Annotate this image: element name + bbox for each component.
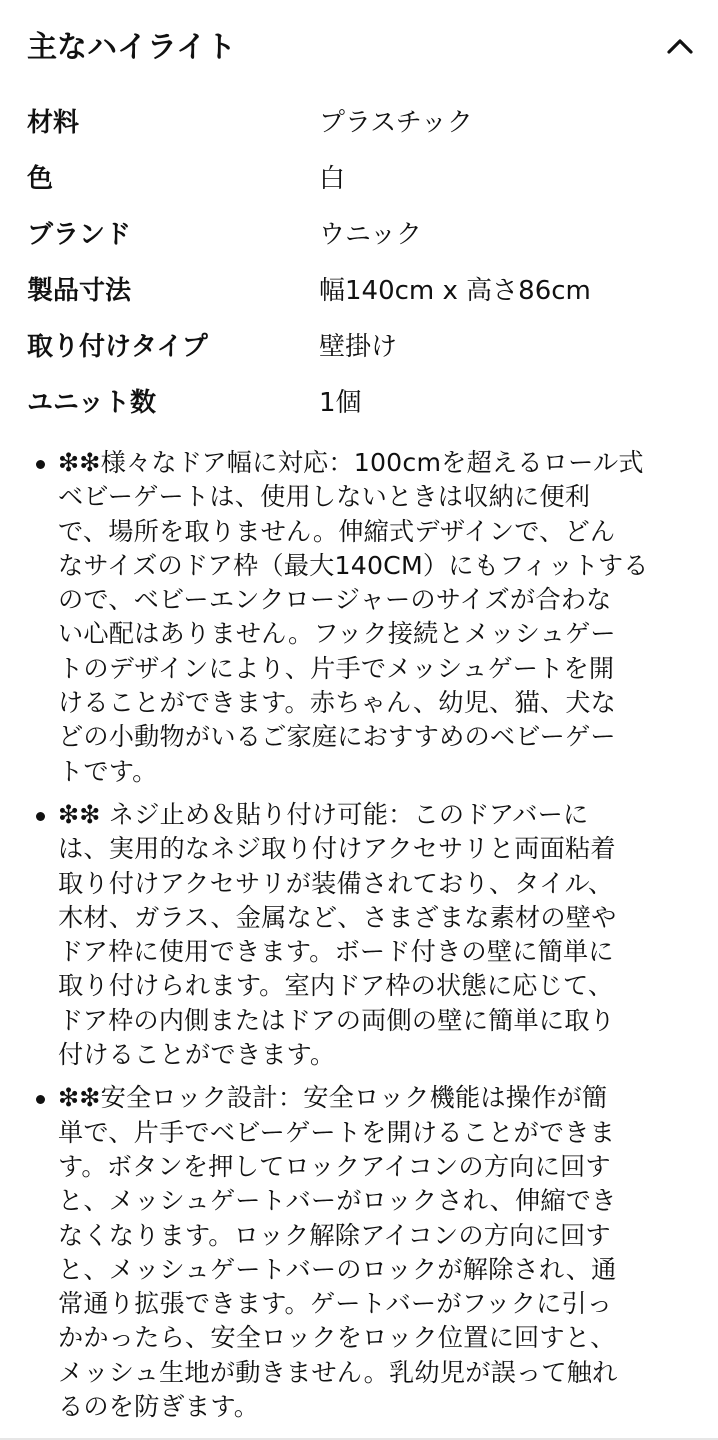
spec-value: 幅140cm x 高さ86cm	[319, 276, 591, 306]
bullet-text-line: 取り付けられます。室内ドア枠の状態に応じて、	[58, 971, 614, 1001]
bullet-text-line: かかったら、安全ロックをロック位置に回すと、	[58, 1323, 616, 1353]
bullet-text-line: 木材、ガラス、金属など、さまざまな素材の壁や	[58, 902, 617, 932]
feature-bullet	[0, 798, 718, 1072]
bullet-text-line: と、メッシュゲートバーのロックが解除され、通	[58, 1254, 617, 1284]
spec-value: プラスチック	[319, 108, 473, 138]
spec-label: 材料	[27, 108, 80, 138]
spec-row-dimensions	[27, 264, 697, 320]
bullet-dot-icon	[36, 1095, 45, 1104]
bullet-text-line: 取り付けアクセサリが装備されており、タイル、	[58, 868, 614, 898]
spec-label: ブランド	[27, 220, 132, 250]
bullet-text-line: 付けることができます。	[58, 1040, 336, 1070]
bullet-dot-icon	[36, 812, 45, 821]
feature-bullet-list	[0, 446, 718, 1433]
bullet-text-line: ❇❇安全ロック設計：安全ロック機能は操作が簡	[58, 1083, 608, 1113]
bullet-text-line: す。ボタンを押してロックアイコンの方向に回す	[58, 1151, 611, 1181]
bullet-text-line: ベビーゲートは、使用しないときは収納に便利	[58, 482, 591, 512]
spec-value: 白	[319, 164, 346, 194]
spec-row-brand	[27, 208, 697, 264]
bullet-dot-icon	[36, 460, 45, 469]
spec-row-color	[27, 152, 697, 208]
bullet-text-line: 単で、片手でベビーゲートを開けることができま	[58, 1117, 616, 1147]
spec-label: 取り付けタイプ	[27, 332, 208, 362]
bullet-text-line: ❇❇様々なドア幅に対応：100cmを超えるロール式	[58, 448, 644, 477]
bullet-text-line: ドア枠の内側またはドアの両側の壁に簡単に取り	[58, 1005, 616, 1035]
chevron-up-icon	[667, 38, 693, 54]
bullet-text-line: トのデザインにより、片手でメッシュゲートを開	[58, 653, 615, 683]
spec-label: ユニット数	[27, 388, 156, 418]
spec-value: 1個	[319, 388, 362, 418]
spec-table	[27, 96, 697, 432]
bullet-text-line: トです。	[58, 756, 158, 786]
bullet-text-line: ので、ベビーエンクロージャーのサイズが合わな	[58, 585, 612, 615]
collapse-button[interactable]	[660, 26, 700, 66]
bullet-text-line: ❇❇ ネジ止め＆貼り付け可能：このドアバーに	[58, 799, 589, 829]
spec-row-unit-count	[27, 376, 697, 432]
spec-value: ウニック	[319, 220, 422, 250]
highlights-header[interactable]	[0, 0, 718, 96]
bullet-text-line: と、メッシュゲートバーがロックされ、伸縮でき	[58, 1186, 617, 1216]
spec-label: 製品寸法	[27, 276, 132, 306]
feature-bullet	[0, 1081, 718, 1424]
spec-row-material	[27, 96, 697, 152]
bullet-text-line: なサイズのドア枠（最大140CM）にもフィットする	[58, 550, 649, 580]
bullet-text-line: メッシュ生地が動きません。乳幼児が誤って触れ	[58, 1357, 618, 1387]
spec-value: 壁掛け	[319, 332, 398, 362]
bullet-text-line: で、場所を取りません。伸縮式デザインで、どん	[58, 516, 616, 546]
section-title: 主なハイライト	[27, 30, 237, 65]
spec-label: 色	[27, 164, 54, 194]
bullet-text-line: ドア枠に使用できます。ボード付きの壁に簡単に	[58, 937, 614, 967]
spec-row-mount-type	[27, 320, 697, 376]
bullet-text-line: 常通り拡張できます。ゲートバーがフックに引っ	[58, 1289, 613, 1319]
bullet-text-line: い心配はありません。フック接続とメッシュゲー	[58, 619, 616, 649]
bullet-text-line: なくなります。ロック解除アイコンの方向に回す	[58, 1220, 611, 1250]
feature-bullet	[0, 446, 718, 789]
bullet-text-line: どの小動物がいるご家庭におすすめのベビーゲー	[58, 722, 616, 752]
bullet-text-line: けることができます。赤ちゃん、幼児、猫、犬な	[58, 688, 617, 718]
bullet-text-line: は、実用的なネジ取り付けアクセサリと両面粘着	[58, 834, 616, 864]
bullet-text-line: るのを防ぎます。	[58, 1392, 260, 1422]
